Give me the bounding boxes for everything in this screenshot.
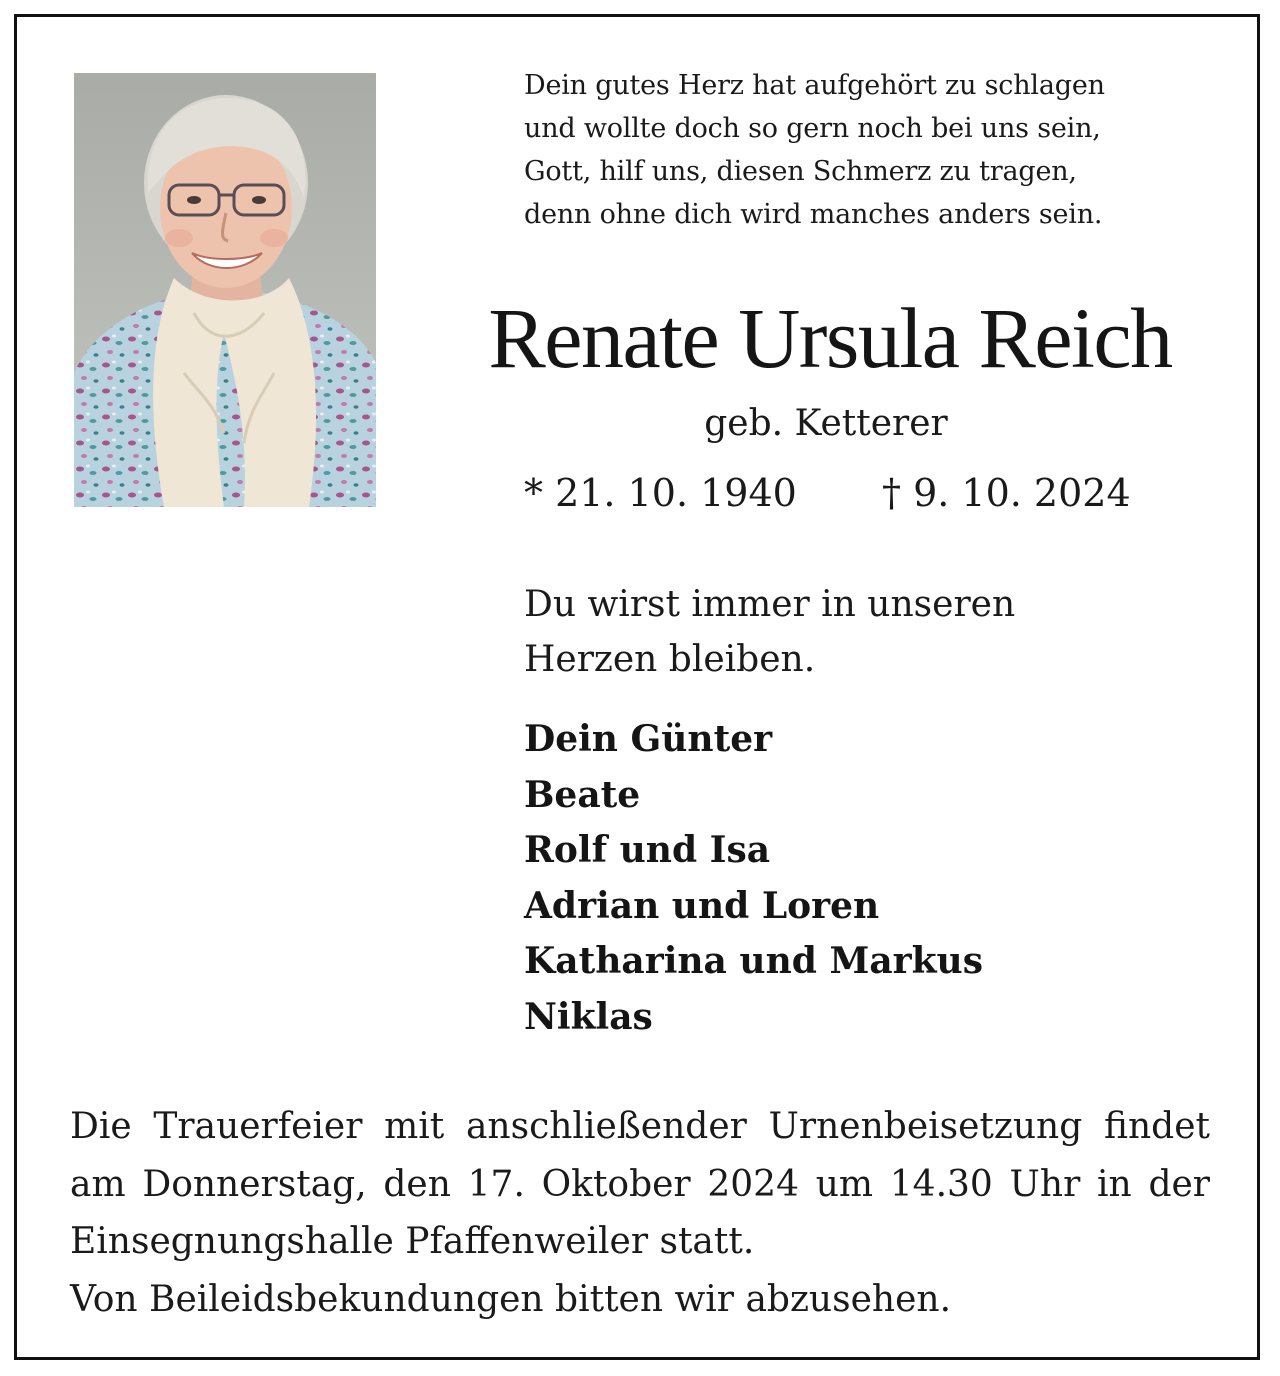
poem <box>524 64 1224 236</box>
mourner-name: Katharina und Markus <box>524 940 983 982</box>
mourner-name: Beate <box>524 773 641 816</box>
poem-line: Gott, hilf uns, diesen Schmerz zu tragen, <box>524 156 1077 187</box>
death-date: † 9. 10. 2024 <box>882 471 1131 515</box>
closing-line: Herzen bleiben. <box>524 639 816 680</box>
deceased-name: Renate Ursula Reich <box>488 290 1172 386</box>
portrait-photo <box>74 73 376 507</box>
maiden-name: geb. Ketterer <box>704 403 948 444</box>
mourner-name: Niklas <box>524 995 653 1038</box>
mourner-name: Dein Günter <box>524 718 773 760</box>
condolence-note: Von Beileidsbekundungen bitten wir abzusehen. <box>70 1278 952 1320</box>
closing-words <box>524 577 1204 687</box>
closing-line: Du wirst immer in unseren <box>524 584 1016 625</box>
poem-line: denn ohne dich wird manches anders sein. <box>524 199 1103 230</box>
ceremony-line: Einsegnungshalle Pfaffenweiler statt. <box>70 1221 755 1262</box>
mourner-name: Rolf und Isa <box>524 829 771 871</box>
portrait-image <box>74 73 376 507</box>
ceremony-info <box>70 1098 1210 1328</box>
mourners-list <box>524 712 1204 1045</box>
ceremony-line: am Donnerstag, den 17. Oktober 2024 um 14.30 Uhr in der <box>70 1163 1210 1205</box>
ceremony-line: Die Trauerfeier mit anschließender Urnenbeisetzung findet <box>70 1106 1210 1147</box>
poem-line: Dein gutes Herz hat aufgehört zu schlagen <box>524 70 1105 101</box>
birth-date: * 21. 10. 1940 <box>524 471 797 515</box>
poem-line: und wollte doch so gern noch bei uns sein, <box>524 113 1101 144</box>
mourner-name: Adrian und Loren <box>524 884 880 927</box>
